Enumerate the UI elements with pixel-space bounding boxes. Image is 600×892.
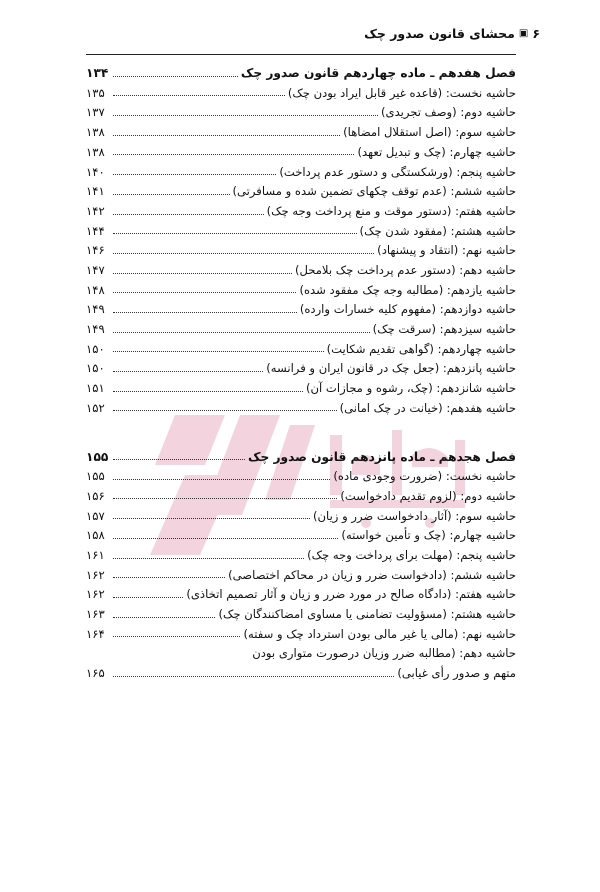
toc-entry: حاشیه یازدهم: (مطالبه وجه چک مفقود شده) ۱۴۸ (86, 282, 516, 297)
chapter-18-heading: فصل هجدهم ـ ماده پانزدهم قانون صدور چک ۱۵۵ (86, 449, 516, 464)
toc-entry: حاشیه چهارم: (چک و تبدیل تعهد) ۱۳۸ (86, 144, 516, 159)
toc-entry: متهم و صدور رأی غیابی) ۱۶۵ (86, 666, 516, 681)
table-of-contents (86, 60, 516, 680)
chapter-17-heading: فصل هفدهم ـ ماده چهاردهم قانون صدور چک ۱۳۴ (86, 66, 516, 81)
toc-entry-continued: حاشیه دهم: (مطالبه ضرر وزیان درصورت متواری بودن (252, 646, 516, 661)
toc-entry: حاشیه سیزدهم: (سرقت چک) ۱۴۹ (86, 322, 516, 337)
toc-entry: حاشیه نهم: (مالی یا غیر مالی بودن استرداد چک و سفته) ۱۶۴ (86, 626, 516, 641)
toc-entry: حاشیه پانزدهم: (جعل چک در قانون ایران و فرانسه) ۱۵۰ (86, 361, 516, 376)
toc-entry: حاشیه هفتم: (دستور موقت و منع پرداخت وجه چک) ۱۴۲ (86, 203, 516, 218)
chapter-spacer (86, 414, 516, 443)
header-rule (86, 54, 516, 55)
toc-entry: حاشیه نخست: (قاعده غیر قابل ایراد بودن چک) ۱۳۵ (86, 85, 516, 100)
toc-entry: حاشیه هشتم: (مسؤولیت تضامنی یا مساوی امضاکنندگان چک) ۱۶۳ (86, 606, 516, 621)
toc-entry: حاشیه چهاردهم: (گواهی تقدیم شکایت) ۱۵۰ (86, 341, 516, 356)
toc-entry: حاشیه دوازدهم: (مفهوم کلیه خسارات وارده) ۱۴۹ (86, 302, 516, 317)
dot-leader (113, 459, 245, 460)
toc-entry: حاشیه هفتم: (دادگاه صالح در مورد ضرر و زیان و آثار تصمیم اتخاذی) ۱۶۲ (86, 587, 516, 602)
toc-entry: حاشیه هشتم: (مفقود شدن چک) ۱۴۴ (86, 223, 516, 238)
toc-entry: حاشیه سوم: (اصل استقلال امضاها) ۱۳۸ (86, 125, 516, 140)
dot-leader (113, 76, 238, 77)
toc-entry: حاشیه دوم: (وصف تجریدی) ۱۳۷ (86, 105, 516, 120)
toc-entry: حاشیه پنجم: (مهلت برای پرداخت وجه چک) ۱۶۱ (86, 547, 516, 562)
toc-entry: حاشیه هفدهم: (خیانت در چک امانی) ۱۵۲ (86, 400, 516, 415)
header-title: محشای قانون صدور چک (364, 26, 515, 41)
header-page-number: ۶ (532, 26, 540, 41)
toc-entry: حاشیه دوم: (لزوم تقدیم دادخواست) ۱۵۶ (86, 488, 516, 503)
toc-entry: حاشیه سوم: (آثار دادخواست ضرر و زیان) ۱۵۷ (86, 508, 516, 523)
toc-entry: حاشیه ششم: (عدم توقف چکهای تضمین شده و مسافرتی) ۱۴۱ (86, 184, 516, 199)
toc-entry: حاشیه ششم: (دادخواست ضرر و زیان در محاکم اختصاصی) ۱۶۲ (86, 567, 516, 582)
toc-entry: حاشیه دهم: (دستور عدم پرداخت چک بلامحل) ۱۴۷ (86, 262, 516, 277)
toc-entry: حاشیه نهم: (انتقاد و پیشنهاد) ۱۴۶ (86, 243, 516, 258)
page-number: ۱۳۴ (86, 66, 109, 81)
toc-entry: حاشیه چهارم: (چک و تأمین خواسته) ۱۵۸ (86, 528, 516, 543)
square-bullet-icon: ▣ (518, 28, 529, 39)
toc-entry: حاشیه نخست: (ضرورت وجودی ماده) ۱۵۵ (86, 469, 516, 484)
toc-entry: حاشیه شانزدهم: (چک، رشوه و مجازات آن) ۱۵۱ (86, 381, 516, 396)
running-header (364, 26, 540, 41)
page-number: ۱۵۵ (86, 449, 109, 464)
toc-entry: حاشیه پنجم: (ورشکستگی و دستور عدم پرداخت) ۱۴۰ (86, 164, 516, 179)
